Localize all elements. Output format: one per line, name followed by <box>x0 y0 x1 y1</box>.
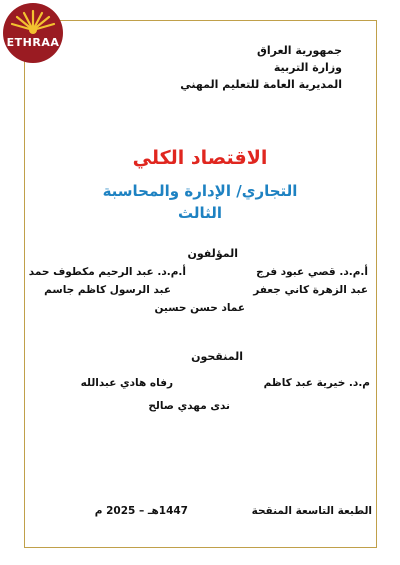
reviewer-name: ندى مهدي صالح <box>148 400 230 412</box>
header-directorate: المديرية العامة للتعليم المهني <box>180 78 342 91</box>
author-name: عبد الرسول كاظم جاسم <box>44 284 171 296</box>
author-name: عماد حسن حسين <box>154 302 245 314</box>
author-name: أ.م.د. عبد الرحيم مكطوف حمد <box>28 266 186 278</box>
reviewer-name: رفاه هادي عبدالله <box>80 377 173 389</box>
logo-emblem-icon <box>2 2 64 64</box>
ministry-header <box>180 42 342 93</box>
header-country: جمهورية العراق <box>257 44 342 57</box>
reviewers-heading: المنقحون <box>191 350 243 363</box>
reviewer-name: م.د. خيرية عبد كاظم <box>263 377 370 389</box>
book-grade: الثالث <box>177 204 223 222</box>
author-name: أ.م.د. قصي عبود فرج <box>256 266 368 278</box>
edition-label: الطبعة التاسعة المنقحة <box>251 505 372 517</box>
authors-heading: المؤلفون <box>187 247 238 260</box>
publication-year: 1447هـ – 2025 م <box>94 505 188 517</box>
author-name: عبد الزهرة كاني جعفر <box>253 284 368 296</box>
book-subtitle: التجاري/ الإدارة والمحاسبة <box>102 182 298 200</box>
ethraa-logo <box>2 2 64 64</box>
book-title: الاقتصاد الكلي <box>132 147 268 169</box>
logo-text: ETHRAA <box>6 36 60 49</box>
header-ministry: وزارة التربية <box>273 61 342 74</box>
